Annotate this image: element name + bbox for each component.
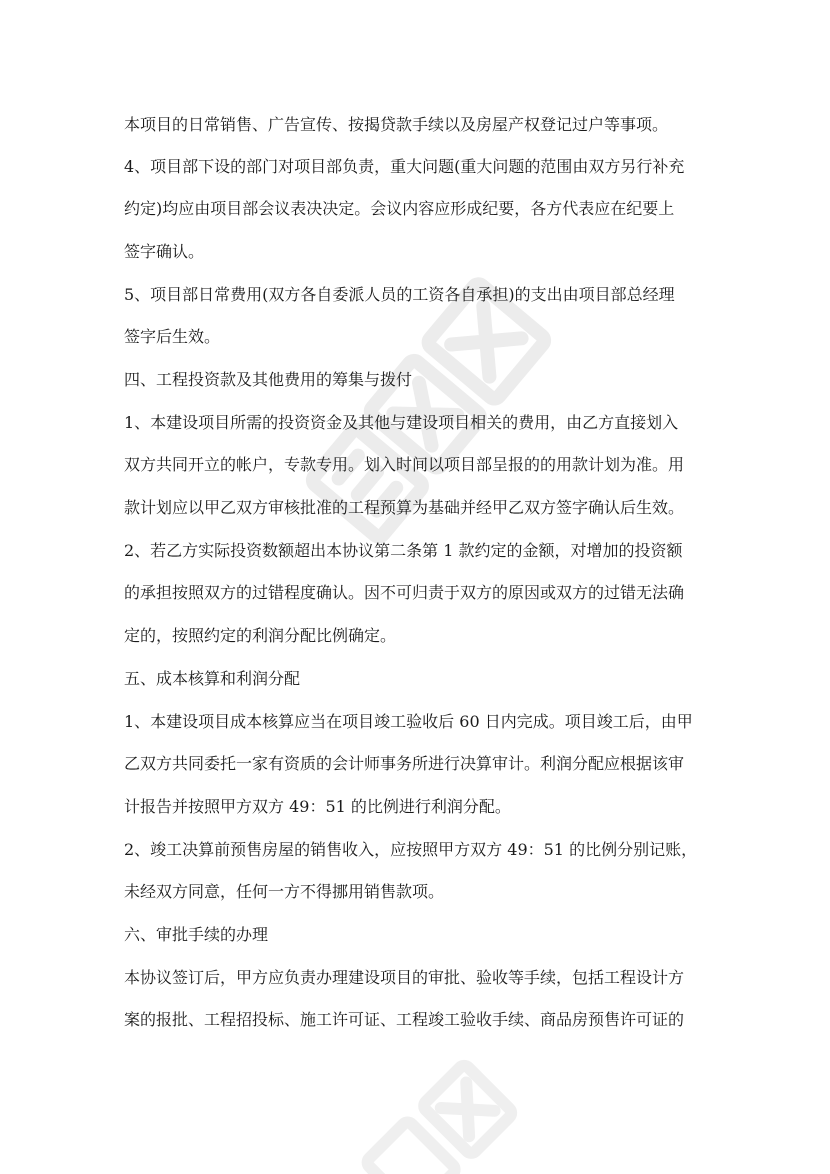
text-line: 本项目的日常销售、广告宣传、按揭贷款手续以及房屋产权登记过户等事项。 (124, 115, 669, 134)
text-line: 签字确认。 (124, 242, 205, 261)
text-line: 双方共同开立的帐户，专款专用。划入时间以项目部呈报的的用款计划为准。用 (124, 455, 685, 474)
text-line: 款计划应以甲乙双方审核批准的工程预算为基础并经甲乙双方签字确认后生效。 (124, 498, 685, 517)
section-heading: 五、成本核算和利润分配 (124, 669, 301, 688)
text-line: 2、竣工决算前预售房屋的销售收入，应按照甲方双方 49：51 的比例分别记账， (124, 840, 698, 859)
text-line: 案的报批、工程招投标、施工许可证、工程竣工验收手续、商品房预售许可证的 (124, 1010, 685, 1029)
text-line: 定的，按照约定的利润分配比例确定。 (124, 626, 397, 645)
section-heading: 四、工程投资款及其他费用的筹集与拨付 (124, 370, 413, 389)
text-line: 未经双方同意，任何一方不得挪用销售款项。 (124, 882, 445, 901)
text-line: 约定)均应由项目部会议表决决定。会议内容应形成纪要，各方代表应在纪要上 (124, 199, 675, 218)
text-line: 签字后生效。 (124, 327, 221, 346)
text-line: 本协议签订后，甲方应负责办理建设项目的审批、验收等手续，包括工程设计方 (124, 968, 685, 987)
text-line: 的承担按照双方的过错程度确认。因不可归责于双方的原因或双方的过错无法确 (124, 583, 685, 602)
text-line: 2、若乙方实际投资数额超出本协议第二条第 1 款约定的金额，对增加的投资额 (124, 541, 683, 560)
text-line: 5、项目部日常费用(双方各自委派人员的工资各自承担)的支出由项目部总经理 (124, 285, 675, 304)
text-line: 1、本建设项目成本核算应当在项目竣工验收后 60 日内完成。项目竣工后，由甲 (124, 712, 693, 731)
text-line: 4、项目部下设的部门对项目部负责，重大问题(重大问题的范围由双方另行补充 (124, 157, 685, 176)
text-line: 1、本建设项目所需的投资资金及其他与建设项目相关的费用，由乙方直接划入 (124, 413, 679, 432)
section-heading: 六、审批手续的办理 (124, 925, 269, 944)
text-line: 计报告并按照甲方双方 49：51 的比例进行利润分配。 (124, 797, 511, 816)
text-line: 乙双方共同委托一家有资质的会计师事务所进行决算审计。利润分配应根据该审 (124, 754, 685, 773)
